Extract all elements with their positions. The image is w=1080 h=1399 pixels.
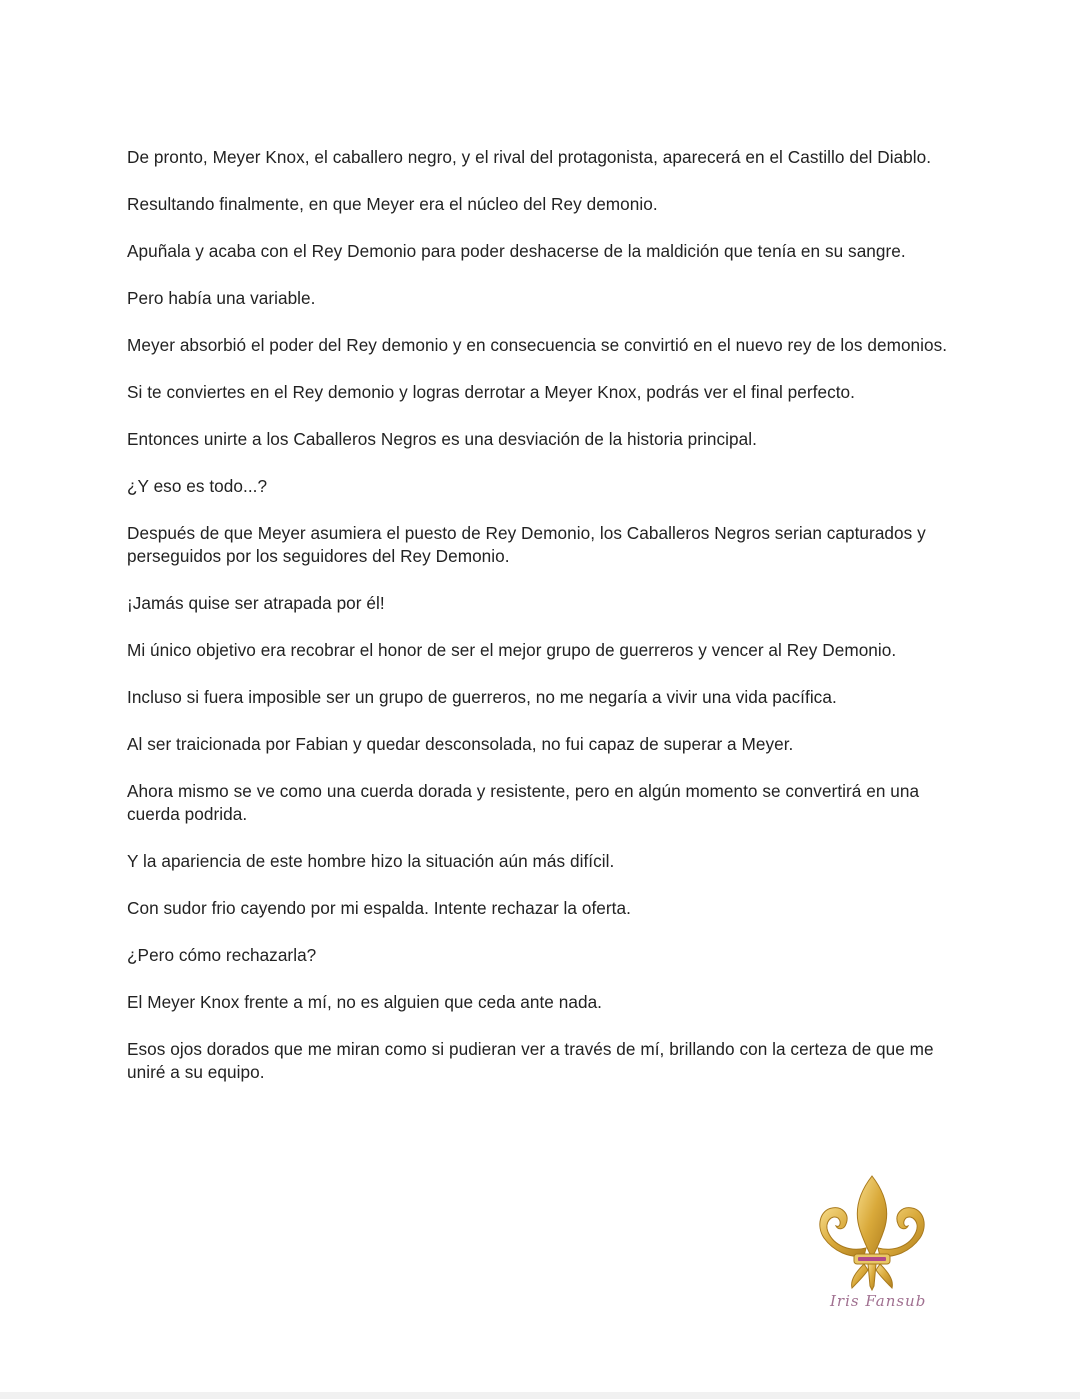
paragraph: Después de que Meyer asumiera el puesto de Rey Demonio, los Caballeros Negros serian capturados y perseguidos por los seguidores del Rey Demonio.: [127, 523, 926, 566]
paragraph: Esos ojos dorados que me miran como si pudieran ver a través de mí, brillando con la certeza de que me uniré a su equipo.: [127, 1039, 934, 1082]
paragraph: ¿Y eso es todo...?: [127, 476, 268, 496]
paragraph: Resultando finalmente, en que Meyer era el núcleo del Rey demonio.: [127, 194, 658, 214]
paragraph: Con sudor frio cayendo por mi espalda. Intente rechazar la oferta.: [127, 898, 631, 918]
watermark-signature: Iris Fansub: [830, 1292, 927, 1310]
paragraph: Incluso si fuera imposible ser un grupo de guerreros, no me negaría a vivir una vida pacífica.: [127, 687, 837, 707]
paragraph: Y la apariencia de este hombre hizo la situación aún más difícil.: [127, 851, 615, 871]
paragraph: Meyer absorbió el poder del Rey demonio y en consecuencia se convirtió en el nuevo rey de los demonios.: [127, 335, 948, 355]
paragraph: Ahora mismo se ve como una cuerda dorada y resistente, pero en algún momento se convertirá en una cuerda podrida.: [127, 781, 920, 824]
paragraph: Mi único objetivo era recobrar el honor de ser el mejor grupo de guerreros y vencer al Rey Demonio.: [127, 640, 897, 660]
paragraph: De pronto, Meyer Knox, el caballero negro, y el rival del protagonista, aparecerá en el Castillo del Diablo.: [127, 147, 932, 167]
paragraph: Pero había una variable.: [127, 288, 316, 308]
page-bottom-edge: [0, 1392, 1080, 1399]
paragraph: Si te conviertes en el Rey demonio y logras derrotar a Meyer Knox, podrás ver el final perfecto.: [127, 382, 855, 402]
document-body: [127, 146, 957, 1108]
paragraph: Apuñala y acaba con el Rey Demonio para poder deshacerse de la maldición que tenía en su sangre.: [127, 241, 906, 261]
paragraph: El Meyer Knox frente a mí, no es alguien que ceda ante nada.: [127, 992, 603, 1012]
paragraph: ¿Pero cómo rechazarla?: [127, 945, 317, 965]
paragraph: Al ser traicionada por Fabian y quedar desconsolada, no fui capaz de superar a Meyer.: [127, 734, 794, 754]
paragraph: ¡Jamás quise ser atrapada por él!: [127, 593, 385, 613]
paragraph: Entonces unirte a los Caballeros Negros es una desviación de la historia principal.: [127, 429, 757, 449]
